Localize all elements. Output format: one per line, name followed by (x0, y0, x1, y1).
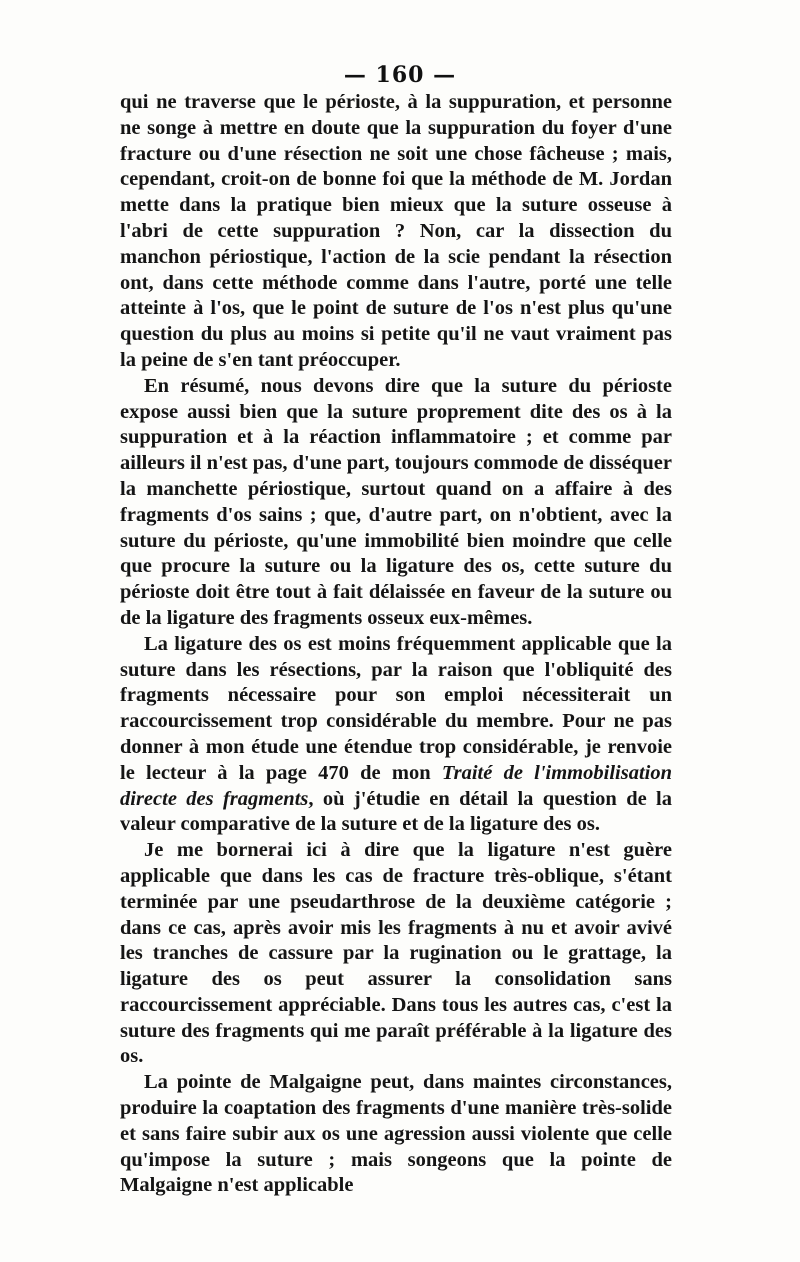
paragraph-4: Je me bornerai ici à dire que la ligature n'est guère applicable que dans les cas de fracture très-oblique, s'étant terminée par une pseudarthrose de la deuxième catégorie ; dans ce cas, après avoir mis les fragments à nu et avoir avivé les tranches de cassure par la rugination ou le grattage, la ligature des os peut assurer la consolidation sans raccourcissement appréciable. Dans tous les autres cas, c'est la suture des fragments qui me paraît préférable à la ligature des os. (120, 839, 672, 1068)
paragraph-5: La pointe de Malgaigne peut, dans maintes circonstances, produire la coaptation des fragments d'une manière très-solide et sans faire subir aux os une agression aussi violente que celle qu'impose la suture ; mais songeons que la pointe de Malgaigne n'est applicable (120, 1071, 672, 1197)
paragraph-1: qui ne traverse que le périoste, à la suppuration, et personne ne songe à mettre en doute que la suppuration du foyer d'une fracture ou d'une résection ne soit une chose fâcheuse ; mais, cependant, croit-on de bonne foi que la méthode de M. Jordan mette dans la pratique bien mieux que la suture osseuse à l'abri de cette suppuration ? Non, car la dissection du manchon périostique, l'action de la scie pendant la résection ont, dans cette méthode comme dans l'autre, porté une telle atteinte à l'os, que le point de suture de l'os n'est plus qu'une question du plus au moins si petite qu'il ne vaut vraiment pas la peine de s'en tant préoccuper. (120, 91, 672, 371)
book-title-italic: Traité de l'immobilisation directe des fragments (120, 761, 672, 810)
body-text (120, 90, 672, 1199)
paragraph-3-text-after: , où j'étudie en détail la question de la valeur comparative de la suture et de la ligature des os. (120, 787, 672, 836)
paragraph-3 (120, 632, 672, 838)
page-number: — 160 — (343, 62, 457, 88)
paragraph-3-text-before: La ligature des os est moins fréquemment applicable que la suture dans les résections, par la raison que l'obliquité des fragments nécessaire pour son emploi nécessiterait un raccourcissement trop considérable du membre. Pour ne pas donner à mon étude une étendue trop considérable, je renvoie le lecteur à la page 470 de mon (120, 632, 672, 784)
paragraph-2: En résumé, nous devons dire que la suture du périoste expose aussi bien que la suture proprement dite des os à la suppuration et à la réaction inflammatoire ; et comme par ailleurs il n'est pas, d'une part, toujours commode de disséquer la manchette périostique, surtout quand on a affaire à des fragments d'os sains ; que, d'autre part, on n'obtient, avec la suture du périoste, qu'une immobilité bien moindre que celle que procure la suture ou la ligature des os, cette suture du périoste doit être tout à fait délaissée en faveur de la suture ou de la ligature des fragments osseux eux-mêmes. (120, 374, 672, 629)
